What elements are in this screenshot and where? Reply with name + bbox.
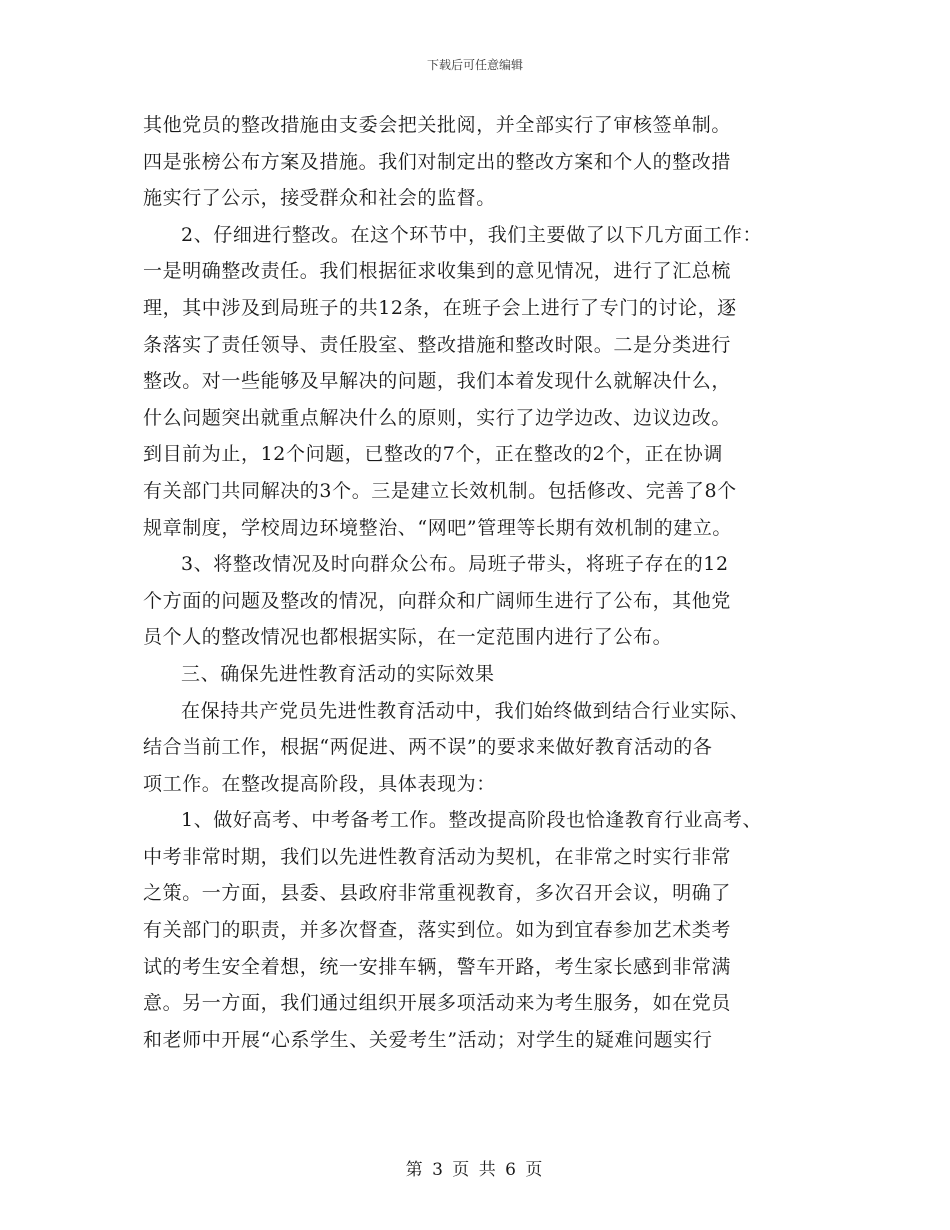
body-line: 员个人的整改情况也都根据实际，在一定范围内进行了公布。 xyxy=(143,626,673,649)
body-line: 个方面的问题及整改的情况，向群众和广阔师生进行了公布，其他党 xyxy=(143,589,732,612)
body-line: 项工作。在整改提高阶段，具体表现为： xyxy=(143,772,496,795)
body-line: 之策。一方面，县委、县政府非常重视教育，多次召开会议，明确了 xyxy=(143,882,732,905)
body-line: 一是明确整改责任。我们根据征求收集到的意见情况，进行了汇总梳 xyxy=(143,260,732,283)
page-number: 第 3 页 共 6 页 xyxy=(405,1160,545,1180)
body-line: 条落实了责任领导、责任股室、整改措施和整改时限。二是分类进行 xyxy=(143,333,732,356)
body-line: 试的考生安全着想，统一安排车辆，警车开路，考生家长感到非常满 xyxy=(143,955,732,978)
body-line: 2、仔细进行整改。在这个环节中，我们主要做了以下几方面工作： xyxy=(181,223,763,246)
body-line: 结合当前工作，根据“两促进、两不误”的要求来做好教育活动的各 xyxy=(143,736,713,759)
body-line: 其他党员的整改措施由支委会把关批阅，并全部实行了审核签单制。 xyxy=(143,114,732,136)
body-line: 什么问题突出就重点解决什么的原则，实行了边学边改、边议边改。 xyxy=(143,406,732,429)
body-line: 1、做好高考、中考备考工作。整改提高阶段也恰逢教育行业高考、 xyxy=(181,809,763,832)
body-line: 施实行了公示，接受群众和社会的监督。 xyxy=(143,187,496,210)
body-line: 有关部门共同解决的3个。三是建立长效机制。包括修改、完善了8个 xyxy=(143,479,737,502)
page-header-note: 下载后可任意编辑 xyxy=(426,58,523,72)
body-line: 理，其中涉及到局班子的共12条，在班子会上进行了专门的讨论，逐 xyxy=(143,296,737,319)
body-line: 规章制度，学校周边环境整治、“网吧”管理等长期有效机制的建立。 xyxy=(143,516,733,539)
body-line: 有关部门的职责，并多次督查，落实到位。如为到宜春参加艺术类考 xyxy=(143,919,732,942)
body-line: 3、将整改情况及时向群众公布。局班子带头，将班子存在的12 xyxy=(181,553,729,576)
document-body xyxy=(143,107,815,1058)
section-heading: 三、确保先进性教育活动的实际效果 xyxy=(181,662,495,685)
body-line: 整改。对一些能够及早解决的问题，我们本着发现什么就解决什么， xyxy=(143,370,732,393)
body-line: 和老师中开展“心系学生、关爱考生”活动；对学生的疑难问题实行 xyxy=(143,1028,713,1051)
body-line: 意。另一方面，我们通过组织开展多项活动来为考生服务，如在党员 xyxy=(143,992,732,1015)
body-line: 四是张榜公布方案及措施。我们对制定出的整改方案和个人的整改措 xyxy=(143,150,732,173)
body-line: 在保持共产党员先进性教育活动中，我们始终做到结合行业实际、 xyxy=(181,699,750,722)
body-line: 中考非常时期，我们以先进性教育活动为契机，在非常之时实行非常 xyxy=(143,845,732,868)
body-line: 到目前为止，12个问题，已整改的7个，正在整改的2个，正在协调 xyxy=(143,443,723,466)
